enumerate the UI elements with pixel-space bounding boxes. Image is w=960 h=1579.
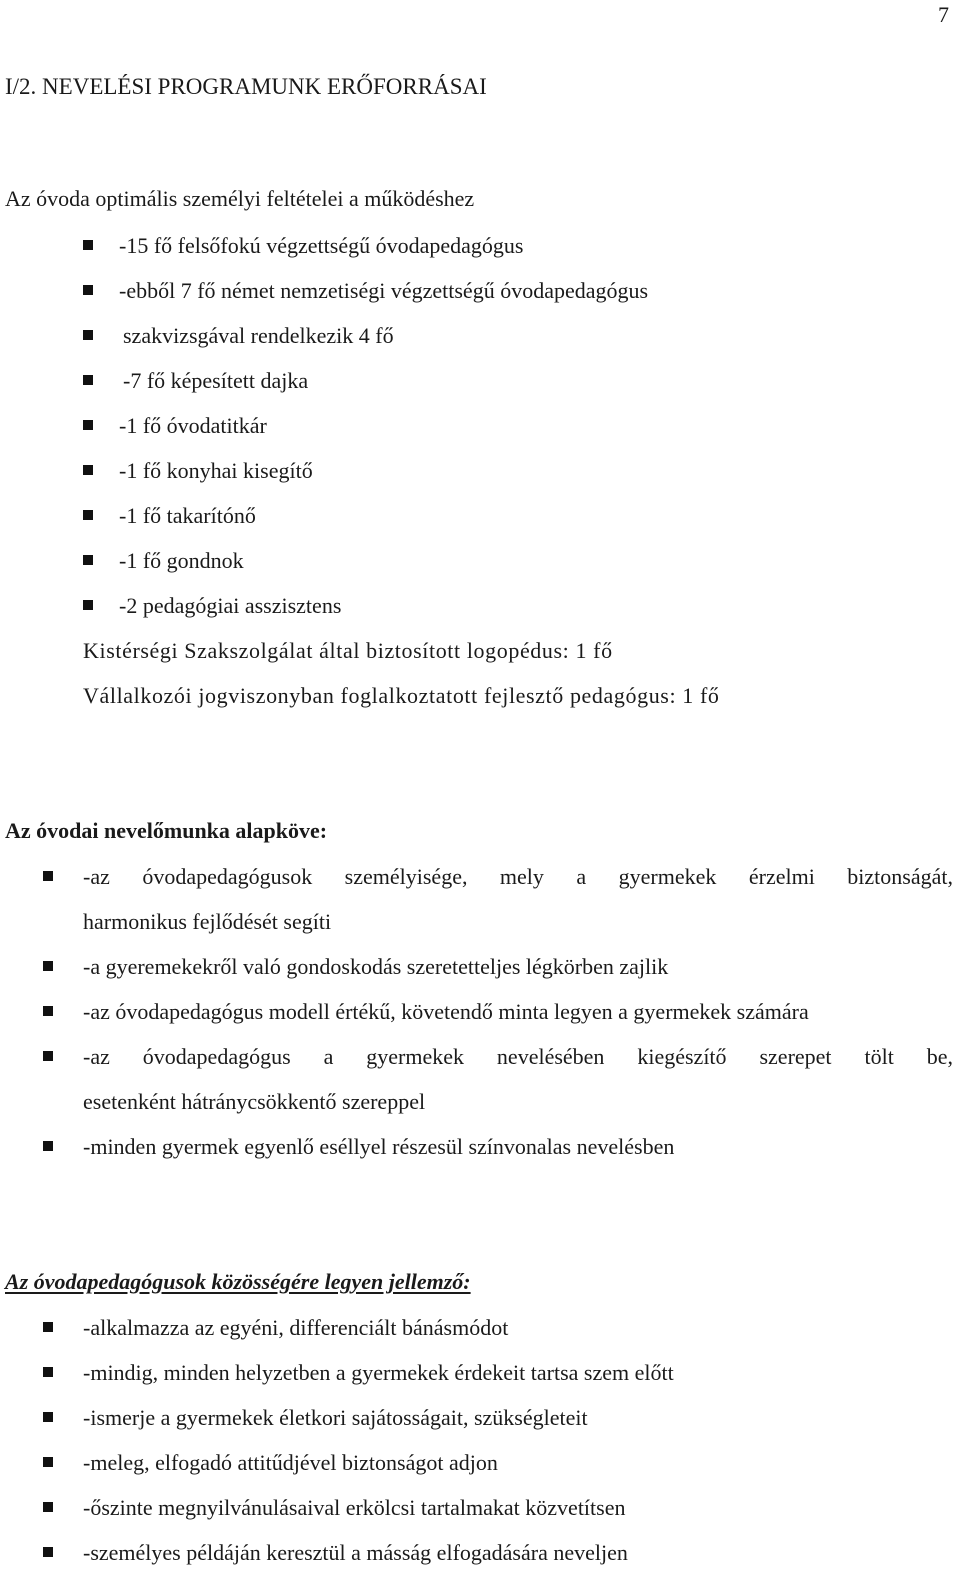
specialist-line: Vállalkozói jogviszonyban foglalkoztatott fejlesztő pedagógus: 1 fő [83,683,720,708]
bullet-icon [43,1412,53,1422]
bullet-icon [43,1502,53,1512]
list-item: -a gyeremekekről való gondoskodás szeretetteljes légkörben zajlik [83,954,669,979]
list-item-continuation: esetenként hátránycsökkentő szereppel [83,1089,426,1114]
list-item: -meleg, elfogadó attitűdjével biztonságot adjon [83,1450,498,1475]
bullet-icon [83,285,93,295]
list-item: -az óvodapedagógusok személyisége, mely a gyermekek érzelmi biztonságát, [83,864,953,889]
specialist-line: Kistérségi Szakszolgálat által biztosított logopédus: 1 fő [83,638,613,663]
bullet-icon [83,330,93,340]
list-item: -1 fő óvodatitkár [119,413,267,438]
list-item: -minden gyermek egyenlő eséllyel részesül színvonalas nevelésben [83,1134,675,1159]
bullet-icon [83,600,93,610]
list-item: -ebből 7 fő német nemzetiségi végzettségű óvodapedagógus [119,278,649,303]
list-item: -az óvodapedagógus a gyermekek nevelésében kiegészítő szerepet tölt be, [83,1044,953,1069]
list-item: -1 fő konyhai kisegítő [119,458,313,483]
list-item: szakvizsgával rendelkezik 4 fő [123,323,394,348]
list-item: -alkalmazza az egyéni, differenciált bánásmódot [83,1315,509,1340]
bullet-icon [83,240,93,250]
bullet-icon [83,555,93,565]
bullet-icon [83,375,93,385]
list-item: -1 fő gondnok [119,548,244,573]
bullet-icon [83,420,93,430]
bullet-icon [43,961,53,971]
bullet-icon [43,1006,53,1016]
cornerstone-title: Az óvodai nevelőmunka alapköve: [5,818,328,843]
list-item: -őszinte megnyilvánulásaival erkölcsi tartalmakat közvetítsen [83,1495,626,1520]
list-item: -7 fő képesített dajka [123,368,309,393]
bullet-icon [43,1457,53,1467]
list-item: -2 pedagógiai asszisztens [119,593,342,618]
list-item: -mindig, minden helyzetben a gyermekek érdekeit tartsa szem előtt [83,1360,674,1385]
list-item: -ismerje a gyermekek életkori sajátosságait, szükségleteit [83,1405,588,1430]
bullet-icon [43,871,53,881]
bullet-icon [83,465,93,475]
community-title: Az óvodapedagógusok közösségére legyen jellemző: [5,1269,471,1294]
bullet-icon [43,1322,53,1332]
page-number: 7 [938,2,949,27]
list-item-continuation: harmonikus fejlődését segíti [83,909,332,934]
bullet-icon [43,1547,53,1557]
list-item: -1 fő takarítónő [119,503,256,528]
list-item: -az óvodapedagógus modell értékű, követendő minta legyen a gyermekek számára [83,999,809,1024]
section-heading: I/2. NEVELÉSI PROGRAMUNK ERŐFORRÁSAI [5,74,487,99]
list-item: -15 fő felsőfokú végzettségű óvodapedagógus [119,233,524,258]
bullet-icon [43,1051,53,1061]
bullet-icon [43,1367,53,1377]
bullet-icon [43,1141,53,1151]
list-item: -személyes példáján keresztül a másság elfogadására neveljen [83,1540,628,1565]
bullet-icon [83,510,93,520]
staffing-intro: Az óvoda optimális személyi feltételei a működéshez [5,186,475,211]
